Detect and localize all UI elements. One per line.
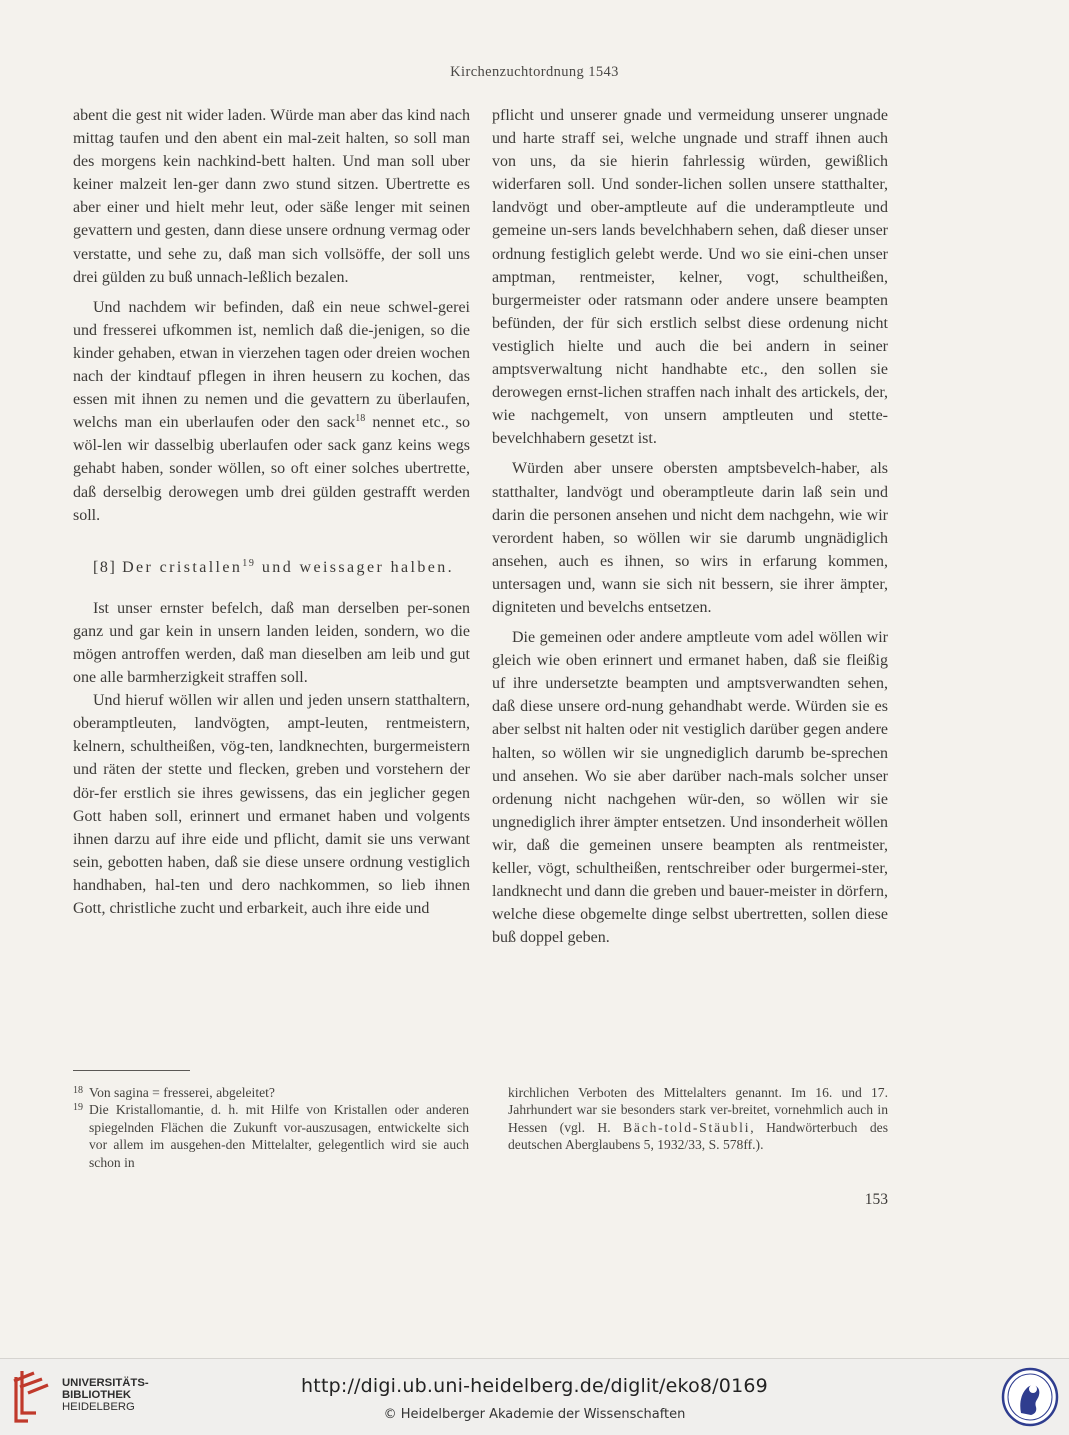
paragraph: Die gemeinen oder andere amptleute vom adel wöllen wir gleich wie oben erinnert und ermanet haben, daß sie fleißig uf ihre undersetzte beampten und amptsverwandten sehen, daß diese unsere ord-nung gehandhabt werde. Würden sie es aber selbst nit halten oder nit vestiglich darüber gegen andere halten, so wöllen wir sie ungnediglich darumb be-sprechen und ansehen. Wo sie aber darüber nach-mals solcher unser ordenung nicht nachgehen wür-den, so wöllen wir sie ungnediglich ihrer ämpter entsetzen. Und insonderheit wöllen wir, daß die gemeinen unsere beampten als rentmeister, keller, vögt, schultheißen, rentschreiber oder burgermei-ster, landknecht und dann die greben und bauer-meister in dörfern, welche diese obgemelte dinge selbst ubertretten, sollen diese buß doppel geben. — [492, 629, 888, 947]
page-number: 153 — [864, 1191, 888, 1208]
footnote-text: Die Kristallomantie, d. h. mit Hilfe von Kristallen oder anderen spiegelnden Flächen die Zukunft vor-auszusagen, entwickelte sich vor allem im ausgehen-den Mittelalter, gelegentlich wird sie auch schon in — [89, 1102, 469, 1170]
paragraph-text: Und nachdem wir befinden, daß ein neue schwel-gerei und fresserei ufkommen ist, nemlich daß die-jenigen, so die kinder gehaben, etwan in vierzehen tagen oder dreien wochen nach der kindtauf pflegen in ihren heusern zu kochen, das essen mit ihnen zu nemen und die gevattern zu überlaufen, welchs man ein uberlaufen oder den sack — [73, 298, 470, 432]
footnote-number: 19 — [73, 1102, 83, 1114]
footnote-19 — [73, 1101, 469, 1171]
paragraph-text: nennet etc., so wöl-len wir dasselbig uberlaufen oder sack ganz keins wegs gehabt haben, sonder wöllen, so oft einer solches ubertrette, daß derselbig derowegen umb drei gülden gestrafft werden soll. — [73, 414, 470, 524]
library-line: BIBLIOTHEK — [62, 1389, 132, 1402]
heading-text: und weissager halben. — [255, 558, 455, 576]
copyright-notice: © Heidelberger Akademie der Wissenschaften — [383, 1407, 686, 1422]
paragraph: abent die gest nit wider laden. Würde man aber das kind nach mittag taufen und den abent ein mal-zeit halten, so soll man des morgens kein nachkind-bett halten. Und man soll uber keiner malzeit len-ger dann zwo stund sitzen. Ubertrette es aber einer und hielt mehr leut, oder säße lenger mit seinen gevattern und gesten, dann diese unsere ordnung vermag oder verstatte, und sehe zu, daß man sich vollsöffe, der soll uns drei gülden zu buß unnach-leßlich bezalen. — [73, 107, 470, 286]
footnote-continuation — [508, 1084, 888, 1154]
footnotes-left — [73, 1084, 469, 1171]
footnote-ref[interactable]: 19 — [242, 557, 256, 569]
heading-text: Der cristallen — [122, 558, 243, 576]
left-column — [73, 104, 470, 920]
paragraph: Und hieruf wöllen wir allen und jeden unsern statthaltern, oberamptleuten, landvögten, ampt-leuten, rentmeistern, kelnern, schultheißen, vög-ten, landknechten, burgermeistern und räten der stette und flecken, greben und vorstehern der dör-fer erstlich sie ihres gewissens, das ein jeglicher gegen Gott haben soll, erinnert und ermanet haben und volgents ihnen darzu auf ihre eide und pflicht, damit sie uns verwant sein, gebotten haben, daß sie diese unsere ordnung vestiglich handhaben, hal-ten und dero nachkommen, so lieb ihnen Gott, christliche zucht und erbarkeit, auch ihre eide und — [73, 692, 470, 917]
footnotes-right — [508, 1084, 888, 1154]
academy-seal-icon[interactable] — [1001, 1367, 1059, 1427]
footnote-text: kirchlichen Verboten des Mittelalters genannt. Im 16. und 17. Jahrhundert war sie besonders stark ver-breitet, vornehmlich auch in Hessen (vgl. H. — [508, 1085, 888, 1135]
library-line: HEIDELBERG — [62, 1401, 135, 1414]
footnote-number: 18 — [73, 1085, 83, 1096]
paragraph: Ist unser ernster befelch, daß man derselben per-sonen ganz und gar kein in unsern landen leiden, sondern, wo die mögen antroffen werden, daß man dieselben am leib und gut one alle barmherzigkeit straffen soll. — [73, 599, 470, 687]
footnote-18 — [73, 1084, 469, 1101]
library-line: UNIVERSITÄTS- — [62, 1377, 149, 1389]
right-column — [492, 104, 888, 949]
viewer-footer — [0, 1358, 1069, 1435]
section-heading — [73, 556, 470, 579]
running-head: Kirchenzuchtordnung 1543 — [450, 64, 619, 80]
paragraph — [73, 296, 470, 527]
footnote-ref[interactable]: 18 — [355, 413, 366, 425]
footnote-text: Von sagina = fresserei, abgeleitet? — [89, 1085, 275, 1100]
footnote-author: Bäch-told-Stäubli — [623, 1119, 751, 1135]
paragraph: pflicht und unserer gnade und vermeidung unserer ungnade und harte straff sei, welche ungnade und straff ihnen auch von uns, da sie hierin fahrlessig würden, gewißlich widerfaren soll. Und sonder-lichen sollen unsere statthalter, landvögt und ober-amptleute auf die underamptleute und gemeine un-sers lands bevelchhabern sehen, daß dieser unser ordnung festiglich gelebt werde. Und wo sie eini-chen unser amptman, rentmeister, kelner, vogt, schultheißen, burgermeister oder ratsmann oder andere unsere beampten befünden, der für sich erstlich selbst diese ordenung nicht vestiglich hielte und auch die bei andern in seiner amptsverwaltung nicht handhabte etc., den sollen sie derowegen ernst-lichen straffen nach inhalt des artickels, der, wie nachgemelt, von unsern amptleuten und stette-bevelchhabern gesetzt ist. — [492, 107, 888, 448]
footnote-text: , Handwörterbuch des deutschen Aberglaubens 5, 1932/33, S. 578ff.). — [508, 1119, 889, 1153]
heading-number: [8] — [93, 558, 123, 576]
footnote-rule — [73, 1070, 190, 1071]
paragraph: Würden aber unsere obersten amptsbevelch-haber, als statthalter, landvögt und oberamptleute darin laß sein und darin die personen ansehen und nicht dem nachgehn, wie wir verordent haben, so wöllen wir sie darumb ungnädiglich ansehen, auch es ihnen, so wirs in erfarung kommen, untersagen und, wann sie sich nit bessern, sie ihrer ämpter, digniteten und bevelchs entsetzen. — [492, 460, 888, 616]
permalink-url[interactable]: http://digi.ub.uni-heidelberg.de/diglit/eko8/0169 — [301, 1375, 768, 1397]
